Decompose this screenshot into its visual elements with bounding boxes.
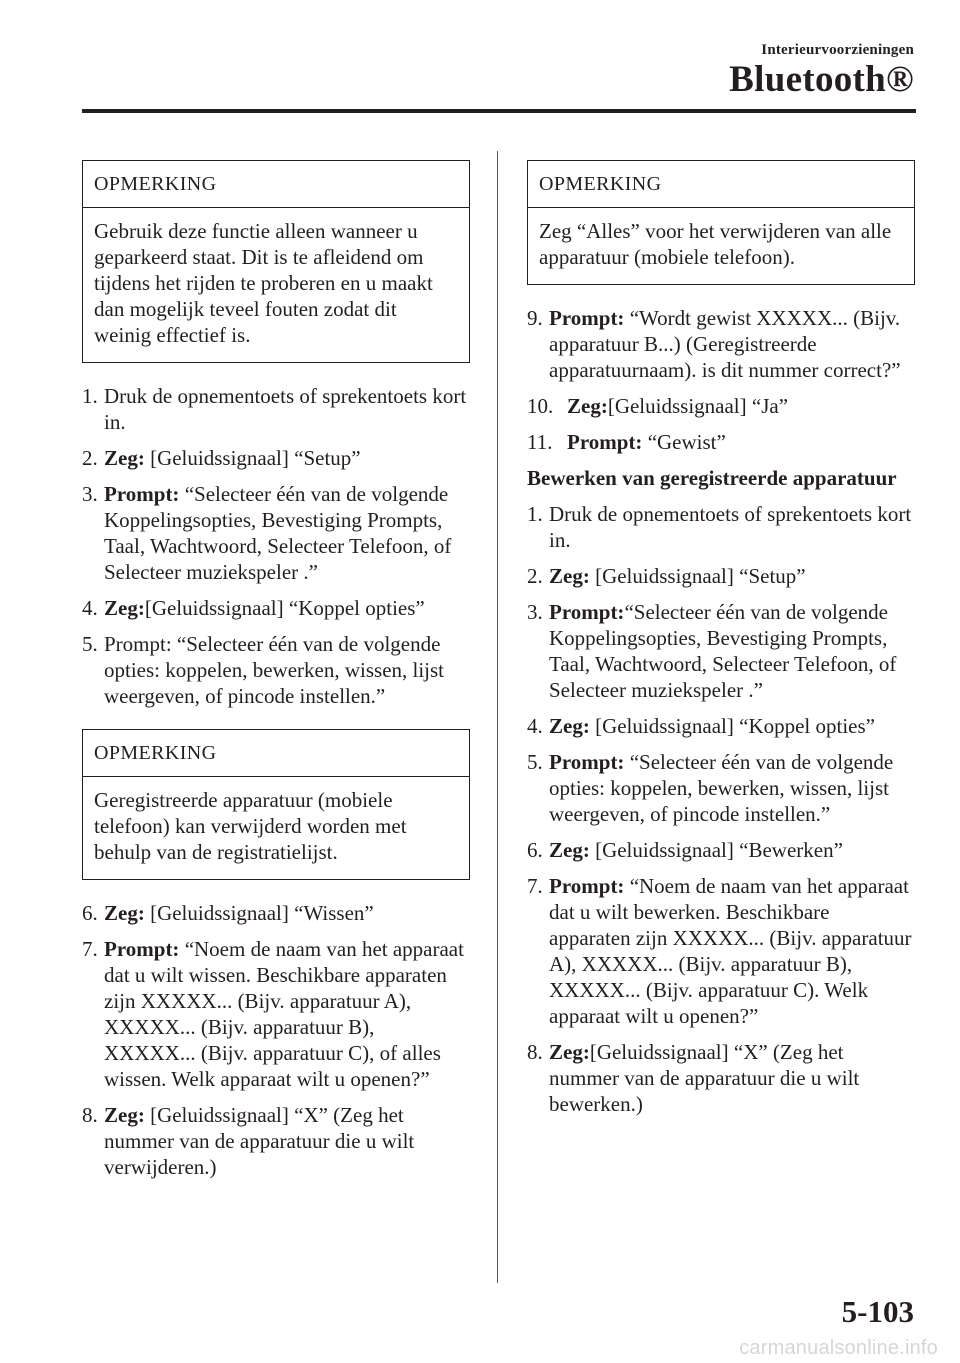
step-label: Zeg:: [567, 394, 608, 418]
step-number: 8.: [82, 1103, 98, 1127]
chapter-title: Bluetooth®: [729, 59, 914, 100]
step-number: 1.: [527, 502, 543, 526]
step-item: [82, 445, 470, 471]
step-text: [549, 501, 915, 553]
step-item: [82, 1102, 470, 1180]
step-number: 2.: [527, 564, 543, 588]
step-item: [527, 749, 915, 827]
step-label: Zeg:: [549, 714, 590, 738]
section-subheading: Bewerken van geregistreerde apparatuur: [527, 466, 897, 490]
step-text: [549, 713, 915, 739]
step-body: “Selecteer één van de volgende Koppelingsopties, Bevestiging Prompts, Taal, Wachtwoord, Selecteer Telefoon, of Selecteer muziekspeler .”: [104, 482, 452, 584]
step-text: [104, 631, 470, 709]
step-item: [527, 501, 915, 553]
watermark: carmanualsonline.info: [739, 1337, 938, 1359]
note-title: OPMERKING: [83, 730, 469, 777]
step-label: Prompt:: [549, 600, 625, 624]
steps-list-right-a: [527, 305, 915, 455]
step-number: 7.: [527, 874, 543, 898]
note-body: Geregistreerde apparatuur (mobiele telefoon) kan verwijderd worden met behulp van de registratielijst.: [94, 788, 407, 864]
step-body: Prompt: “Selecteer één van de volgende opties: koppelen, bewerken, wissen, lijst weergeven, of pincode instellen.”: [104, 632, 445, 708]
step-text: [104, 481, 470, 585]
step-number: 5.: [527, 750, 543, 774]
step-label: Zeg:: [104, 901, 145, 925]
note-title: OPMERKING: [83, 161, 469, 208]
step-text: [567, 429, 915, 455]
step-number: 4.: [82, 596, 98, 620]
step-item: [82, 481, 470, 585]
step-body: “Gewist”: [642, 430, 726, 454]
step-text: [549, 599, 915, 703]
step-number: 4.: [527, 714, 543, 738]
step-text: [549, 749, 915, 827]
step-body: “Noem de naam van het apparaat dat u wilt wissen. Beschikbare apparaten zijn XXXXX... (Bijv. apparatuur A), XXXXX... (Bijv. apparatuur B), XXXXX... (Bijv. apparatuur C), of alles wissen. Welk apparaat wilt u openen?”: [104, 937, 464, 1091]
step-text: [549, 305, 915, 383]
step-text: [104, 1102, 470, 1180]
step-body: [Geluidssignaal] “Koppel opties”: [144, 596, 425, 620]
step-text: [104, 383, 470, 435]
step-item: [527, 713, 915, 739]
step-label: Prompt:: [104, 482, 180, 506]
step-body: [Geluidssignaal] “Setup”: [589, 564, 806, 588]
step-label: Zeg:: [549, 838, 590, 862]
step-body: [Geluidssignaal] “Wissen”: [144, 901, 374, 925]
step-label: Zeg:: [104, 446, 145, 470]
step-body: “Selecteer één van de volgende Koppelingsopties, Bevestiging Prompts, Taal, Wachtwoord, Selecteer Telefoon, of Selecteer muziekspeler .”: [549, 600, 897, 702]
step-number: 7.: [82, 937, 98, 961]
left-column: [82, 160, 470, 1190]
step-number: 10.: [527, 394, 554, 418]
step-label: Prompt:: [549, 306, 625, 330]
step-number: 9.: [527, 306, 543, 330]
step-body: [Geluidssignaal] “Koppel opties”: [589, 714, 875, 738]
step-body: Druk de opnementoets of sprekentoets kort in.: [104, 384, 467, 434]
step-body: [Geluidssignaal] “Bewerken”: [589, 838, 843, 862]
step-body: [Geluidssignaal] “Setup”: [144, 446, 361, 470]
step-item: [527, 599, 915, 703]
step-item: [82, 595, 470, 621]
step-body: “Selecteer één van de volgende opties: koppelen, bewerken, wissen, lijst weergeven, of pincode instellen.”: [549, 750, 894, 826]
column-divider: [497, 151, 498, 1283]
step-text: [549, 1039, 915, 1117]
step-number: 11.: [527, 430, 553, 454]
step-body: [Geluidssignaal] “X” (Zeg het nummer van de apparatuur die u wilt bewerken.): [549, 1040, 860, 1116]
right-column: [527, 160, 915, 1127]
note-box-park: [82, 160, 470, 363]
steps-list-left-a: [82, 383, 470, 709]
step-item: [527, 429, 915, 455]
step-label: Zeg:: [549, 1040, 590, 1064]
step-label: Prompt:: [104, 937, 180, 961]
step-text: [104, 445, 470, 471]
step-number: 3.: [527, 600, 543, 624]
step-body: [Geluidssignaal] “X” (Zeg het nummer van de apparatuur die u wilt verwijderen.): [104, 1103, 415, 1179]
step-item: [527, 873, 915, 1029]
note-title: OPMERKING: [528, 161, 914, 208]
step-label: Prompt:: [567, 430, 643, 454]
header-rule: [82, 109, 916, 113]
step-body: Druk de opnementoets of sprekentoets kort in.: [549, 502, 912, 552]
step-item: [527, 305, 915, 383]
step-number: 2.: [82, 446, 98, 470]
note-box-registration: [82, 729, 470, 880]
step-text: [104, 900, 470, 926]
step-number: 8.: [527, 1040, 543, 1064]
note-body: Gebruik deze functie alleen wanneer u geparkeerd staat. Dit is te afleidend om tijdens het rijden te proberen en u maakt dan mogelijk teveel fouten zodat dit weinig effectief is.: [94, 219, 433, 347]
step-text: [104, 936, 470, 1092]
step-text: [549, 563, 915, 589]
step-item: [527, 563, 915, 589]
step-item: [82, 383, 470, 435]
step-item: [82, 936, 470, 1092]
step-label: Zeg:: [104, 596, 145, 620]
step-label: Zeg:: [549, 564, 590, 588]
step-number: 3.: [82, 482, 98, 506]
step-item: [82, 900, 470, 926]
section-title: Interieurvoorzieningen: [761, 42, 914, 58]
note-body: Zeg “Alles” voor het verwijderen van alle apparatuur (mobiele telefoon).: [539, 219, 892, 269]
step-number: 6.: [82, 901, 98, 925]
steps-list-right-b: [527, 501, 915, 1117]
step-body: [Geluidssignaal] “Ja”: [607, 394, 789, 418]
step-item: [527, 1039, 915, 1117]
step-text: [549, 873, 915, 1029]
step-label: Prompt:: [549, 750, 625, 774]
step-number: 1.: [82, 384, 98, 408]
note-box-delete-all: [527, 160, 915, 285]
page-number: 5-103: [841, 1294, 914, 1329]
step-text: [104, 595, 470, 621]
step-text: [567, 393, 915, 419]
step-label: Prompt:: [549, 874, 625, 898]
step-number: 5.: [82, 632, 98, 656]
step-body: “Noem de naam van het apparaat dat u wilt bewerken. Beschikbare apparaten zijn XXXXX... (Bijv. apparatuur A), XXXXX... (Bijv. apparatuur B), XXXXX... (Bijv. apparatuur C). Welk apparaat wilt u openen?”: [549, 874, 912, 1028]
step-label: Zeg:: [104, 1103, 145, 1127]
steps-list-left-b: [82, 900, 470, 1180]
step-text: [549, 837, 915, 863]
step-item: [527, 837, 915, 863]
step-item: [527, 393, 915, 419]
step-number: 6.: [527, 838, 543, 862]
step-item: [82, 631, 470, 709]
step-body: “Wordt gewist XXXXX... (Bijv. apparatuur B...) (Geregistreerde apparatuurnaam). is dit nummer correct?”: [549, 306, 901, 382]
